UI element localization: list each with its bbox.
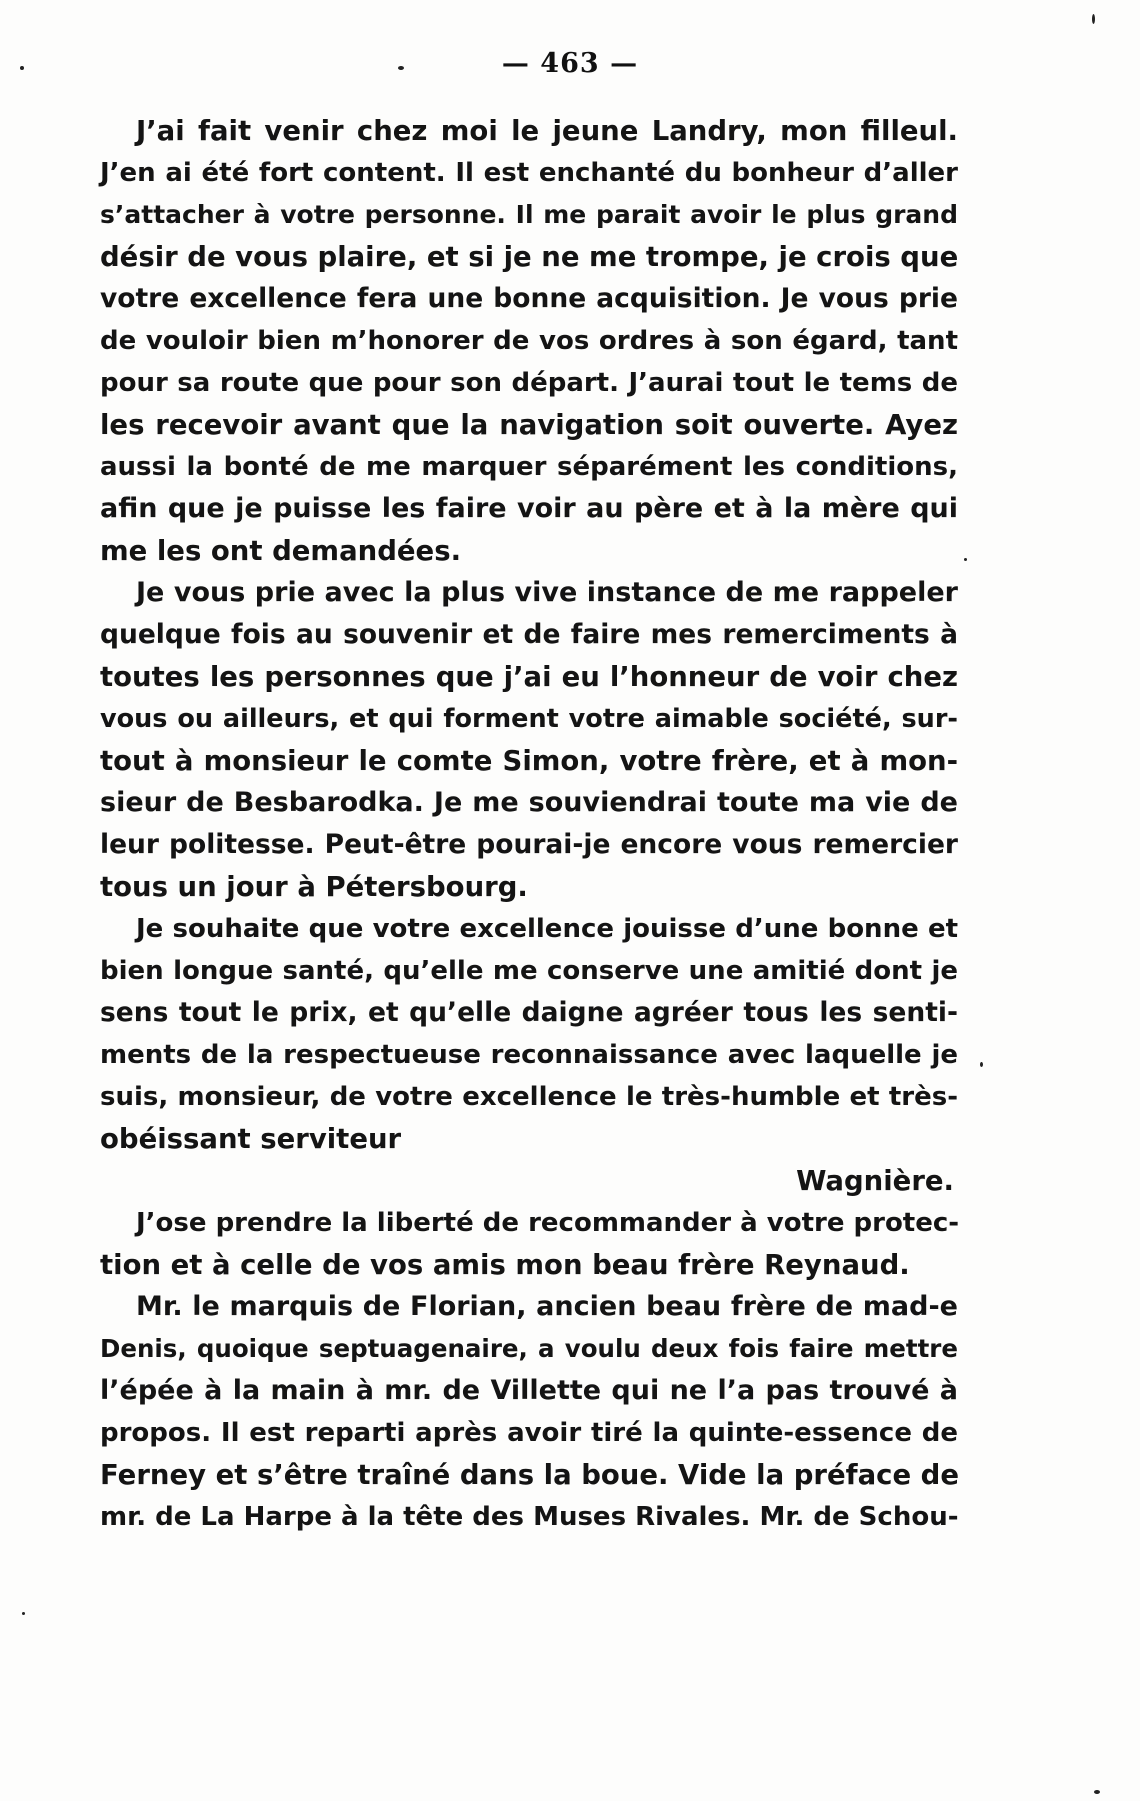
- text-line: aussi la bonté de me marquer séparément les conditions,: [100, 452, 958, 482]
- postscript-paragraph: [100, 1286, 958, 1538]
- text-line: pour sa route que pour son départ. J’aurai tout le tems de: [100, 368, 958, 398]
- print-speck: [22, 1612, 25, 1615]
- print-speck: [20, 66, 24, 70]
- text-line: désir de vous plaire, et si je ne me trompe, je crois que: [100, 241, 959, 273]
- text-line: mr. de La Harpe à la tête des Muses Rivales. Mr. de Schou-: [100, 1502, 959, 1532]
- text-line: suis, monsieur, de votre excellence le très-humble et très-: [100, 1082, 958, 1112]
- print-speck: [1092, 14, 1095, 24]
- text-line: vous ou ailleurs, et qui forment votre aimable société, sur-: [100, 704, 958, 734]
- paragraph: [100, 572, 958, 908]
- text-line: ments de la respectueuse reconnaissance avec laquelle je: [100, 1040, 958, 1070]
- print-speck: [980, 1062, 983, 1067]
- text-line: les recevoir avant que la navigation soit ouverte. Ayez: [100, 409, 958, 441]
- print-speck: [1094, 1790, 1100, 1794]
- paragraph: [100, 908, 958, 1160]
- paragraph: [100, 110, 958, 572]
- text-line: tion et à celle de vos amis mon beau frère Reynaud.: [100, 1249, 910, 1281]
- text-line: l’épée à la main à mr. de Villette qui ne l’a pas trouvé à: [100, 1375, 958, 1406]
- text-line: tout à monsieur le comte Simon, votre frère, et à mon-: [100, 745, 958, 777]
- text-line: propos. Il est reparti après avoir tiré la quinte-essence de: [100, 1418, 958, 1448]
- text-line: obéissant serviteur: [100, 1123, 402, 1155]
- text-line: sens tout le prix, et qu’elle daigne agréer tous les senti-: [100, 997, 958, 1028]
- text-line: toutes les personnes que j’ai eu l’honneur de voir chez: [100, 661, 958, 693]
- text-line: Je souhaite que votre excellence jouisse d’une bonne et: [136, 914, 958, 944]
- text-line: tous un jour à Pétersbourg.: [100, 871, 528, 903]
- signature: Wagnière.: [796, 1165, 954, 1197]
- text-line: Ferney et s’être traîné dans la boue. Vide la préface de: [100, 1459, 959, 1491]
- text-line: Je vous prie avec la plus vive instance de me rappeler: [136, 577, 958, 608]
- text-line: quelque fois au souvenir et de faire mes remerciments à: [100, 619, 958, 650]
- text-line: J’ai fait venir chez moi le jeune Landry, mon filleul.: [136, 115, 958, 147]
- text-line: Mr. le marquis de Florian, ancien beau frère de mad-e: [136, 1291, 958, 1322]
- text-line: Denis, quoique septuagenaire, a voulu deux fois faire mettre: [100, 1334, 958, 1363]
- text-line: leur politesse. Peut-être pourai-je encore vous remercier: [100, 829, 958, 860]
- text-line: J’en ai été fort content. Il est enchanté du bonheur d’aller: [100, 158, 958, 188]
- page-number: — 463 —: [501, 48, 639, 79]
- text-line: afin que je puisse les faire voir au père et à la mère qui: [100, 493, 958, 524]
- text-line: sieur de Besbarodka. Je me souviendrai toute ma vie de: [100, 787, 958, 818]
- text-line: bien longue santé, qu’elle me conserve une amitié dont je: [100, 956, 958, 986]
- print-speck: [964, 558, 967, 561]
- page-body: [100, 110, 958, 1538]
- text-line: s’attacher à votre personne. Il me parait avoir le plus grand: [100, 200, 958, 229]
- text-line: de vouloir bien m’honorer de vos ordres à son égard, tant: [100, 326, 958, 356]
- text-line: votre excellence fera une bonne acquisition. Je vous prie: [100, 283, 958, 314]
- print-speck: [398, 66, 404, 70]
- postscript-paragraph: [100, 1202, 958, 1286]
- text-line: J’ose prendre la liberté de recommander à votre protec-: [136, 1208, 960, 1238]
- text-line: me les ont demandées.: [100, 535, 462, 567]
